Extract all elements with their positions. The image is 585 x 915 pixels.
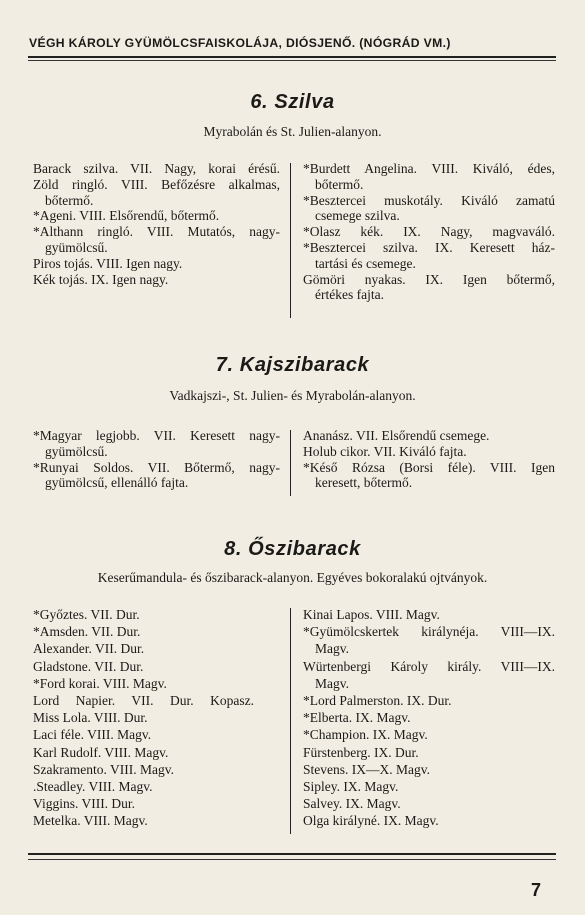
section-subtitle-oszibarack: Keserűmandula- és őszibarack-alanyon. Egyéves bokoralakú ojtványok. (97, 570, 488, 585)
szilva-left-column (33, 161, 280, 287)
list-item: Holub cikor. VII. Kiváló fajta. (303, 443, 467, 459)
page-number: 7 (531, 880, 542, 900)
oszibarack-right-column (303, 606, 555, 830)
list-item: Barack szilva. VII. Nagy, korai érésű. (33, 161, 280, 176)
list-item: *Magyar legjobb. VII. Keresett nagy- (33, 428, 280, 443)
list-item: *Champion. IX. Magv. (303, 727, 428, 743)
list-item: *Besztercei szilva. IX. Keresett ház- (303, 239, 555, 255)
list-item: *Besztercei muskotály. Kiváló zamatú (303, 192, 555, 208)
list-item: Alexander. VII. Dur. (33, 641, 145, 657)
list-item: *Runyai Soldos. VII. Bőtermő, nagy- (33, 459, 280, 475)
list-item: Lord Napier. VII. Dur. Kopasz. (33, 693, 254, 709)
szilva-right-column (303, 161, 555, 303)
list-item: tartási és csemege. (315, 255, 416, 271)
list-item: Kinai Lapos. VIII. Magv. (303, 607, 440, 622)
list-item: keresett, bőtermő. (315, 475, 413, 491)
list-item: *Ford korai. VIII. Magv. (33, 675, 167, 691)
list-item: Viggins. VIII. Dur. (33, 796, 136, 812)
section-subtitle-szilva: Myrabolán és St. Julien-alanyon. (203, 124, 382, 139)
column-divider (290, 430, 291, 496)
section-subtitle-kajszibarack: Vadkajszi-, St. Julien- és Myrabolán-alanyon. (169, 388, 416, 403)
list-item: *Győztes. VII. Dur. (33, 607, 140, 622)
list-item: *Gyümölcskertek királynéja. VIII—IX. (303, 624, 555, 640)
list-item: Zöld ringló. VIII. Befőzésre alkalmas, (33, 176, 280, 192)
list-item: értékes fajta. (315, 287, 384, 303)
section-title-oszibarack: 8. Őszibarack (224, 538, 361, 560)
column-divider (290, 608, 291, 834)
kajszibarack-left-column (33, 428, 280, 491)
list-item: Ananász. VII. Elsőrendű csemege. (303, 428, 490, 443)
kajszibarack-right-column (303, 428, 555, 491)
header-rule-thin (28, 60, 556, 61)
list-item: gyümölcsű. (45, 443, 108, 459)
list-item: bőtermő. (45, 192, 94, 208)
list-item: *Olasz kék. IX. Nagy, magvaváló. (303, 224, 555, 240)
list-item: gyümölcsű, ellenálló fajta. (45, 475, 189, 491)
list-item: Laci féle. VIII. Magv. (33, 727, 152, 743)
list-item: .Steadley. VIII. Magv. (33, 779, 153, 795)
list-item: *Althann ringló. VIII. Mutatós, nagy- (33, 224, 280, 240)
list-item: *Ageni. VIII. Elsőrendű, bőtermő. (33, 208, 220, 224)
column-divider (290, 163, 291, 318)
list-item: Sipley. IX. Magv. (303, 779, 399, 795)
list-item: *Lord Palmerston. IX. Dur. (303, 693, 452, 709)
list-item: csemege szilva. (315, 208, 400, 224)
footer-rule (28, 853, 556, 855)
list-item: Gladstone. VII. Dur. (33, 658, 144, 674)
list-item: Piros tojás. VIII. Igen nagy. (33, 255, 183, 271)
list-item: Metelka. VIII. Magv. (33, 813, 148, 829)
running-header: VÉGH KÁROLY GYÜMÖLCSFAISKOLÁJA, DIÓSJENŐ. (NÓGRÁD VM.) (29, 36, 451, 50)
list-item: Karl Rudolf. VIII. Magv. (33, 744, 169, 760)
list-item: *Elberta. IX. Magv. (303, 710, 411, 726)
list-item: Miss Lola. VIII. Dur. (33, 710, 148, 726)
list-item: Würtenbergi Károly király. VIII—IX. (303, 658, 555, 674)
section-title-kajszibarack: 7. Kajszibarack (215, 354, 370, 376)
list-item: Olga királyné. IX. Magv. (303, 813, 439, 829)
list-item: Szakramento. VIII. Magv. (33, 761, 174, 777)
list-item: Stevens. IX—X. Magv. (303, 761, 430, 777)
header-rule (28, 56, 556, 58)
list-item: gyümölcsű. (45, 239, 108, 255)
list-item: Magv. (315, 675, 349, 691)
list-item: Gömöri nyakas. IX. Igen bőtermő, (303, 271, 555, 287)
list-item: Fürstenberg. IX. Dur. (303, 744, 419, 760)
list-item: *Amsden. VII. Dur. (33, 624, 141, 640)
footer-rule-thin (28, 859, 556, 860)
list-item: bőtermő. (315, 176, 364, 192)
list-item: *Késő Rózsa (Borsi féle). VIII. Igen (303, 459, 555, 475)
section-title-szilva: 6. Szilva (250, 91, 335, 113)
list-item: Salvey. IX. Magv. (303, 796, 401, 812)
list-item: Kék tojás. IX. Igen nagy. (33, 271, 169, 287)
list-item: Magv. (315, 641, 349, 657)
oszibarack-left-column (33, 606, 280, 830)
list-item: *Burdett Angelina. VIII. Kiváló, édes, (303, 161, 555, 176)
